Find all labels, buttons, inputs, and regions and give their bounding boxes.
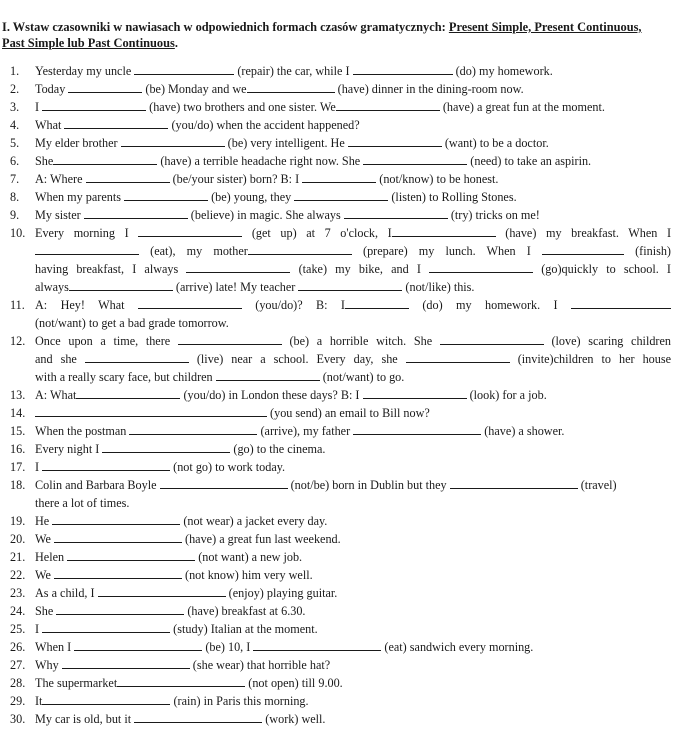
- exercise-line: [0, 296, 695, 314]
- exercise-text: (be) Monday and we: [142, 82, 247, 96]
- exercise-text: (be) a horrible witch. She: [281, 334, 440, 348]
- answer-blank[interactable]: [429, 261, 533, 273]
- exercise-text: (try) tricks on me!: [447, 208, 540, 222]
- exercise-text: She: [35, 604, 57, 618]
- exercise-number: 22.: [10, 568, 26, 582]
- exercise-text: (not/want) to go.: [319, 370, 405, 384]
- exercise-text: (study) Italian at the moment.: [170, 622, 318, 636]
- exercise-text: He: [35, 514, 53, 528]
- exercise-text: My car is old, but it: [35, 712, 135, 726]
- answer-blank[interactable]: [353, 423, 481, 435]
- exercise-text: Helen: [35, 550, 68, 564]
- exercise-text: (not want) a new job.: [195, 550, 303, 564]
- answer-blank[interactable]: [84, 207, 188, 219]
- answer-blank[interactable]: [336, 99, 440, 111]
- exercise-text: (finish): [623, 244, 671, 258]
- exercise-item: [0, 134, 695, 152]
- exercise-item: [0, 692, 695, 710]
- exercise-text: (eat) sandwich every morning.: [381, 640, 534, 654]
- exercise-text: When I: [35, 640, 75, 654]
- exercise-text: (not wear) a jacket every day.: [180, 514, 328, 528]
- exercise-number: 13.: [10, 388, 26, 402]
- exercise-text: When my parents: [35, 190, 125, 204]
- exercise-text: (have) two brothers and one sister. We: [146, 100, 336, 114]
- answer-blank[interactable]: [298, 279, 402, 291]
- exercise-item: [0, 170, 695, 188]
- answer-blank[interactable]: [35, 405, 163, 417]
- exercise-text: (look) for a job.: [466, 388, 547, 402]
- exercise-item: [0, 62, 695, 80]
- exercise-text: (need) to take an aspirin.: [467, 154, 592, 168]
- exercise-number: 15.: [10, 424, 26, 438]
- answer-blank[interactable]: [134, 63, 234, 75]
- exercise-number: 5.: [10, 136, 20, 150]
- exercise-text: (arrive), my father: [257, 424, 354, 438]
- exercise-text: (have) a great fun at the moment.: [439, 100, 605, 114]
- exercise-text: (take) my bike, and I: [290, 262, 430, 276]
- answer-blank[interactable]: [138, 225, 242, 237]
- exercise-text: (you/do) in London these days? B: I: [180, 388, 363, 402]
- exercise-number: 10.: [10, 226, 26, 240]
- exercise-text: Why: [35, 658, 62, 672]
- exercise-number: 24.: [10, 604, 26, 618]
- answer-blank[interactable]: [138, 297, 242, 309]
- exercise-text: Yesterday my uncle: [35, 64, 135, 78]
- exercise-item: [0, 116, 695, 134]
- exercise-text: (have) a terrible headache right now. She: [157, 154, 364, 168]
- exercise-number: 23.: [10, 586, 26, 600]
- exercise-text: with a really scary face, but children: [35, 370, 216, 384]
- exercise-text: (enjoy) playing guitar.: [225, 586, 338, 600]
- exercise-number: 21.: [10, 550, 26, 564]
- exercise-line: [0, 350, 695, 368]
- exercise-item: [0, 206, 695, 224]
- answer-blank[interactable]: [348, 135, 442, 147]
- answer-blank[interactable]: [248, 243, 352, 255]
- exercise-list: [0, 62, 695, 728]
- exercise-text: (repair) the car, while I: [234, 64, 353, 78]
- exercise-number: 11.: [10, 298, 25, 312]
- exercise-text: (prepare) my lunch. When I: [351, 244, 542, 258]
- exercise-text: (not/be) born in Dublin but they: [287, 478, 450, 492]
- answer-blank[interactable]: [134, 711, 262, 723]
- answer-blank[interactable]: [363, 387, 467, 399]
- tenses-line-1: Present Simple, Present Continuous,: [448, 20, 642, 34]
- exercise-number: 7.: [10, 172, 20, 186]
- exercise-text: (travel): [577, 478, 617, 492]
- exercise-line: [0, 224, 695, 242]
- exercise-text: (do) my homework.: [452, 64, 553, 78]
- answer-blank[interactable]: [450, 477, 578, 489]
- exercise-item: [0, 80, 695, 98]
- answer-blank[interactable]: [117, 675, 245, 687]
- exercise-text: My sister: [35, 208, 84, 222]
- answer-blank[interactable]: [42, 621, 170, 633]
- answer-blank[interactable]: [216, 369, 320, 381]
- exercise-text: (get up) at 7 o'clock, I: [242, 226, 392, 240]
- exercise-item: [0, 458, 695, 476]
- exercise-text: having breakfast, I always: [35, 262, 187, 276]
- exercise-text: (go) to the cinema.: [230, 442, 326, 456]
- exercise-text: The supermarket: [35, 676, 118, 690]
- exercise-text: (not know) him very well.: [181, 568, 313, 582]
- answer-blank[interactable]: [52, 513, 180, 525]
- answer-blank[interactable]: [345, 297, 409, 309]
- exercise-text: (invite)children to her house: [509, 352, 672, 366]
- answer-blank[interactable]: [62, 657, 190, 669]
- answer-blank[interactable]: [69, 279, 173, 291]
- exercise-number: 14.: [10, 406, 26, 420]
- exercise-text: (arrive) late! My teacher: [172, 280, 299, 294]
- exercise-number: 20.: [10, 532, 26, 546]
- exercise-text: (do) my homework. I: [408, 298, 571, 312]
- answer-blank[interactable]: [124, 189, 208, 201]
- exercise-number: 3.: [10, 100, 20, 114]
- exercise-text: It: [35, 694, 43, 708]
- exercise-text: Every morning I: [35, 226, 139, 240]
- answer-blank[interactable]: [98, 585, 226, 597]
- exercise-text: She: [35, 154, 54, 168]
- exercise-line: [0, 476, 695, 494]
- answer-blank[interactable]: [253, 639, 381, 651]
- exercise-item: [0, 152, 695, 170]
- exercise-text: (she wear) that horrible hat?: [189, 658, 331, 672]
- exercise-line: [0, 242, 695, 260]
- answer-blank[interactable]: [64, 117, 168, 129]
- exercise-number: 29.: [10, 694, 26, 708]
- exercise-item: [0, 548, 695, 566]
- answer-blank[interactable]: [35, 243, 139, 255]
- exercise-item: [0, 602, 695, 620]
- exercise-text: I: [35, 460, 43, 474]
- exercise-text: (be) young, they: [208, 190, 295, 204]
- answer-blank[interactable]: [67, 549, 195, 561]
- answer-blank[interactable]: [392, 225, 496, 237]
- exercise-number: 25.: [10, 622, 26, 636]
- answer-blank[interactable]: [129, 423, 257, 435]
- exercise-number: 1.: [10, 64, 20, 78]
- answer-blank[interactable]: [178, 333, 282, 345]
- exercise-text: (work) well.: [262, 712, 326, 726]
- exercise-text: I: [35, 100, 43, 114]
- tenses-line-2: Past Simple lub Past Continuous: [2, 36, 175, 50]
- exercise-text: As a child, I: [35, 586, 98, 600]
- exercise-text: (have) a great fun last weekend.: [181, 532, 341, 546]
- answer-blank[interactable]: [363, 153, 467, 165]
- exercise-text: A: What: [35, 388, 77, 402]
- exercise-text: (not go) to work today.: [170, 460, 286, 474]
- exercise-text: (be) 10, I: [202, 640, 254, 654]
- exercise-line: [0, 260, 695, 278]
- exercise-line: [0, 368, 695, 386]
- exercise-item: [0, 512, 695, 530]
- exercise-text: (eat), my mother: [139, 244, 248, 258]
- exercise-item: [0, 638, 695, 656]
- answer-blank[interactable]: [76, 387, 180, 399]
- worksheet-instruction: [2, 19, 674, 51]
- exercise-text: (you/do) when the accident happened?: [168, 118, 360, 132]
- answer-blank[interactable]: [571, 297, 671, 309]
- exercise-item: [0, 710, 695, 728]
- exercise-text: A: Where: [35, 172, 86, 186]
- exercise-text: and she: [35, 352, 85, 366]
- exercise-text: (believe) in magic. She always: [187, 208, 344, 222]
- exercise-text: Every night I: [35, 442, 103, 456]
- exercise-text: Once upon a time, there: [35, 334, 178, 348]
- exercise-text: (listen) to Rolling Stones.: [388, 190, 517, 204]
- exercise-text: My elder brother: [35, 136, 121, 150]
- answer-blank[interactable]: [121, 135, 225, 147]
- exercise-text: (have) my breakfast. When I: [495, 226, 671, 240]
- exercise-number: 18.: [10, 478, 26, 492]
- exercise-text: (love) scaring children: [543, 334, 671, 348]
- exercise-text: We: [35, 532, 54, 546]
- answer-blank[interactable]: [186, 261, 290, 273]
- exercise-text: I: [35, 622, 43, 636]
- exercise-item: [0, 188, 695, 206]
- exercise-number: 4.: [10, 118, 20, 132]
- answer-blank[interactable]: [54, 531, 182, 543]
- exercise-text: A: Hey! What: [35, 298, 138, 312]
- answer-blank[interactable]: [353, 63, 453, 75]
- exercise-line: [0, 278, 695, 296]
- exercise-text: (live) near a school. Every day, she: [188, 352, 406, 366]
- answer-blank[interactable]: [344, 207, 448, 219]
- answer-blank[interactable]: [56, 603, 184, 615]
- exercise-number: 16.: [10, 442, 26, 456]
- exercise-item: [0, 620, 695, 638]
- exercise-item: [0, 422, 695, 440]
- exercise-item: [0, 98, 695, 116]
- answer-blank[interactable]: [54, 567, 182, 579]
- answer-blank[interactable]: [74, 639, 202, 651]
- exercise-item: [0, 674, 695, 692]
- answer-blank[interactable]: [160, 477, 288, 489]
- exercise-item: [0, 530, 695, 548]
- exercise-text: Today: [35, 82, 69, 96]
- exercise-number: 19.: [10, 514, 26, 528]
- exercise-number: 8.: [10, 190, 20, 204]
- answer-blank[interactable]: [102, 441, 230, 453]
- exercise-text: (be) very intelligent. He: [224, 136, 348, 150]
- exercise-text: (you send) an email to Bill now?: [267, 406, 430, 420]
- exercise-number: 17.: [10, 460, 26, 474]
- exercise-line: [0, 332, 695, 350]
- answer-blank[interactable]: [247, 81, 335, 93]
- exercise-text: (go)quickly to school. I: [533, 262, 671, 276]
- exercise-item: [0, 584, 695, 602]
- answer-blank[interactable]: [406, 351, 510, 363]
- exercise-text: (want) to be a doctor.: [441, 136, 549, 150]
- exercise-number: 2.: [10, 82, 20, 96]
- exercise-number: 27.: [10, 658, 26, 672]
- exercise-text: (have) breakfast at 6.30.: [184, 604, 306, 618]
- exercise-text: there a lot of times.: [35, 496, 130, 510]
- exercise-line: [0, 314, 695, 332]
- exercise-text: always: [35, 280, 69, 294]
- exercise-item: [0, 386, 695, 404]
- exercise-number: 28.: [10, 676, 26, 690]
- exercise-number: 6.: [10, 154, 20, 168]
- exercise-text: (not/like) this.: [402, 280, 475, 294]
- answer-blank[interactable]: [542, 243, 624, 255]
- answer-blank[interactable]: [440, 333, 544, 345]
- instruction-period: .: [174, 36, 178, 50]
- exercise-text: (not/want) to get a bad grade tomorrow.: [35, 316, 229, 330]
- exercise-text: (not open) till 9.00.: [245, 676, 343, 690]
- exercise-item: [0, 656, 695, 674]
- instruction-text: I. Wstaw czasowniki w nawiasach w odpowiednich formach czasów gramatycznych:: [2, 20, 446, 34]
- exercise-text: (rain) in Paris this morning.: [170, 694, 309, 708]
- answer-blank[interactable]: [86, 171, 170, 183]
- answer-blank[interactable]: [42, 693, 170, 705]
- exercise-text: (you/do)? B: I: [241, 298, 345, 312]
- exercise-text: What: [35, 118, 65, 132]
- answer-blank[interactable]: [294, 189, 388, 201]
- answer-blank[interactable]: [53, 153, 157, 165]
- exercise-number: 9.: [10, 208, 20, 222]
- exercise-text: (have) dinner in the dining-room now.: [334, 82, 524, 96]
- exercise-text: We: [35, 568, 54, 582]
- exercise-number: 26.: [10, 640, 26, 654]
- exercise-number: 12.: [10, 334, 26, 348]
- answer-blank[interactable]: [68, 81, 142, 93]
- answer-blank[interactable]: [163, 405, 267, 417]
- exercise-text: When the postman: [35, 424, 130, 438]
- answer-blank[interactable]: [85, 351, 189, 363]
- exercise-text: (be/your sister) born? B: I: [169, 172, 303, 186]
- exercise-line: [0, 494, 695, 512]
- exercise-item: [0, 566, 695, 584]
- answer-blank[interactable]: [42, 459, 170, 471]
- exercise-number: 30.: [10, 712, 26, 726]
- exercise-item: [0, 404, 695, 422]
- exercise-text: (not/know) to be honest.: [376, 172, 499, 186]
- exercise-item: [0, 440, 695, 458]
- answer-blank[interactable]: [302, 171, 376, 183]
- exercise-text: Colin and Barbara Boyle: [35, 478, 160, 492]
- answer-blank[interactable]: [42, 99, 146, 111]
- exercise-text: (have) a shower.: [481, 424, 565, 438]
